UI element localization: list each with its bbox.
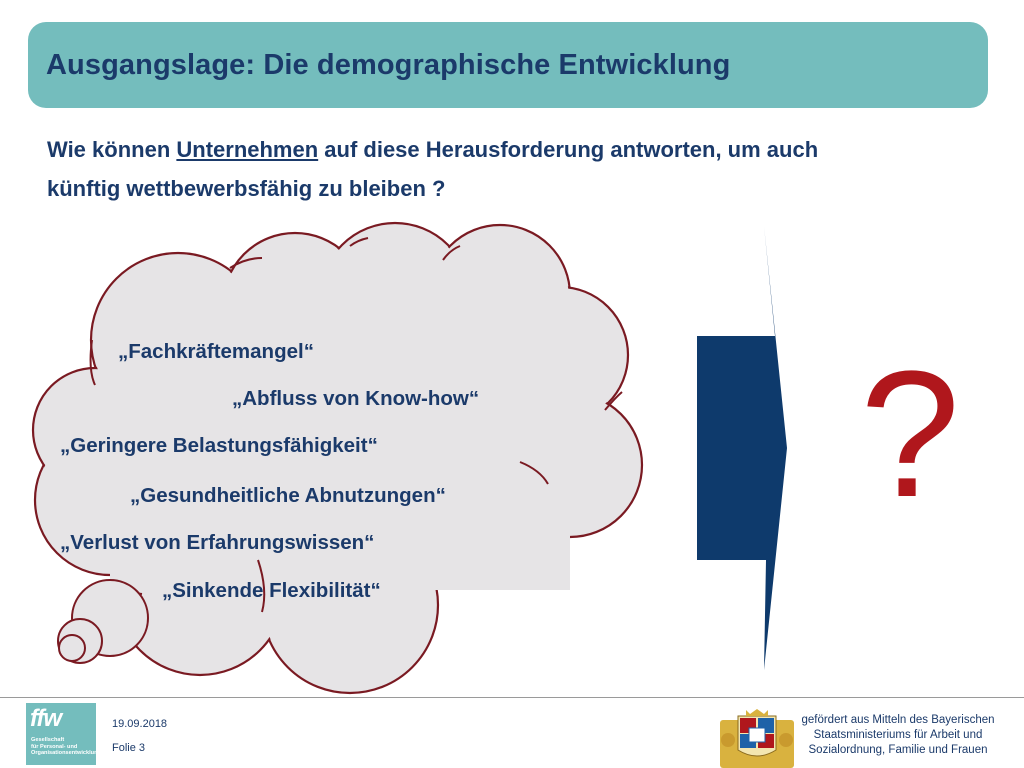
- cloud-tail-bubbles: [58, 580, 148, 663]
- funding-note: [800, 713, 996, 758]
- cloud-item-4: „Gesundheitliche Abnutzungen“: [130, 484, 446, 507]
- funding-line: Sozialordnung, Familie und Frauen: [808, 744, 988, 756]
- footer-divider: [0, 697, 1024, 698]
- question-line-2: künftig wettbewerbsfähig zu bleiben ?: [47, 176, 446, 201]
- cloud-item-3: „Geringere Belastungsfähigkeit“: [60, 434, 378, 457]
- question-part-1: Wie können: [47, 137, 177, 162]
- footer-slide-number: Folie 3: [112, 742, 146, 754]
- question-mark: ?: [860, 334, 961, 535]
- question-part-2: auf diese Herausforderung antworten, um auch: [318, 137, 819, 162]
- funding-line: Staatsministeriums für Arbeit und: [813, 729, 983, 741]
- footer-date: 19.09.2018: [112, 718, 168, 730]
- cloud-item-5: „Verlust von Erfahrungswissen“: [60, 531, 375, 554]
- funding-line: gefördert aus Mitteln des Bayerischen: [801, 714, 995, 726]
- question-underlined-word: Unternehmen: [176, 137, 319, 162]
- chevron-arrow-icon: [697, 226, 787, 670]
- cloud-item-1: „Fachkräftemangel“: [118, 340, 314, 363]
- ffw-logo-word: ffw: [30, 705, 62, 732]
- ffw-logo: [26, 703, 101, 765]
- ffw-subtitle-line: Gesellschaft: [31, 737, 65, 743]
- ffw-subtitle-line: Organisationsentwicklung: [31, 750, 101, 757]
- bavarian-coat-of-arms-icon: [720, 709, 794, 768]
- cloud-item-6: „Sinkende Flexibilität“: [162, 579, 381, 602]
- slide-title: Ausgangslage: Die demographische Entwicklung: [46, 48, 731, 81]
- ffw-subtitle-line: für Personal- und: [31, 743, 78, 750]
- cloud-item-2: „Abfluss von Know-how“: [232, 387, 480, 410]
- ffw-logo-subtitle: [31, 737, 101, 757]
